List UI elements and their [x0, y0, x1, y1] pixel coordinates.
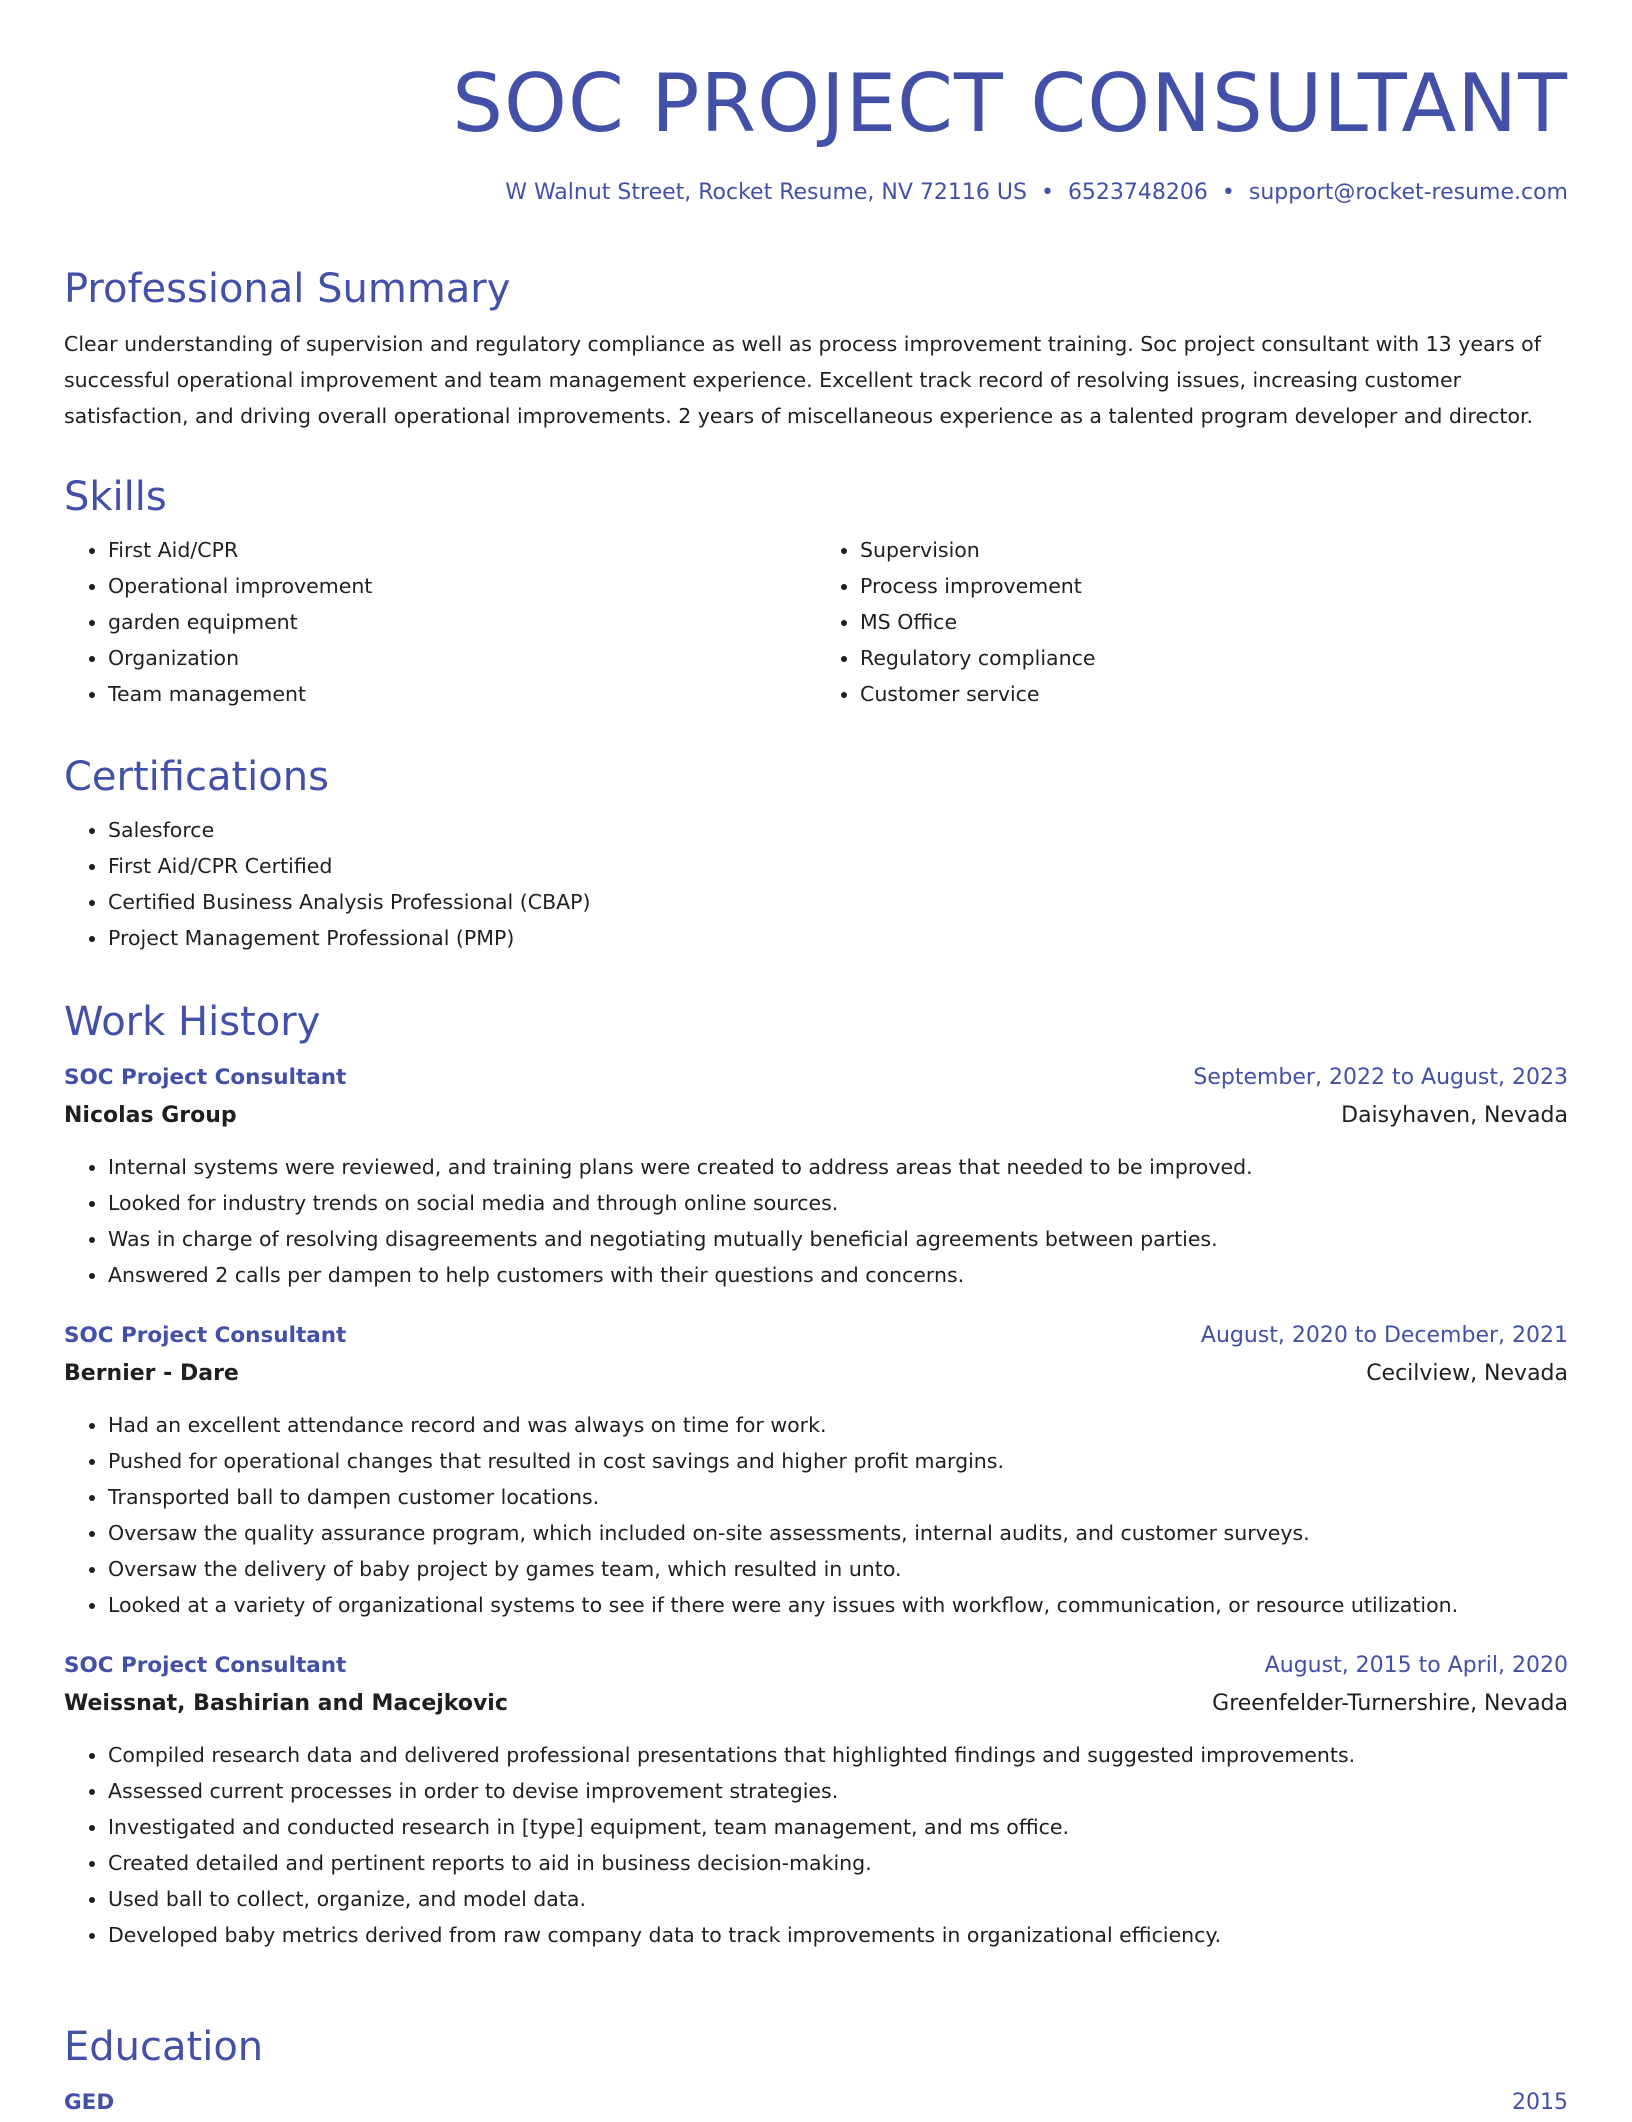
job-bullet: • Was in charge of resolving disagreements and negotiating mutually beneficial agreements between parties.: [108, 1221, 1568, 1257]
certification-item: • Salesforce: [108, 812, 1568, 848]
skill-item: • First Aid/CPR: [108, 532, 816, 568]
job-bullet: • Assessed current processes in order to devise improvement strategies.: [108, 1773, 1568, 1809]
summary-heading: Professional Summary: [64, 266, 511, 312]
skills-list-right: [816, 532, 1568, 712]
job-entry: [64, 1059, 1568, 1293]
skill-item: • Process improvement: [860, 568, 1568, 604]
education-heading: Education: [64, 2024, 264, 2070]
education-degree: GED: [64, 2090, 115, 2115]
job-title: SOC Project Consultant: [64, 1653, 347, 1678]
job-location: Daisyhaven, Nevada: [1341, 1103, 1568, 1128]
work-history-section: [64, 997, 1568, 1953]
skill-item: • Regulatory compliance: [860, 640, 1568, 676]
job-bullet: • Looked for industry trends on social media and through online sources.: [108, 1185, 1568, 1221]
skill-item: • Organization: [108, 640, 816, 676]
skill-item: • Team management: [108, 676, 816, 712]
education-year: 2015: [1512, 2090, 1568, 2115]
job-bullet: • Developed baby metrics derived from raw company data to track improvements in organizational efficiency.: [108, 1917, 1568, 1953]
contact-line: [505, 178, 1568, 208]
job-bullet: • Compiled research data and delivered professional presentations that highlighted findings and suggested improvements.: [108, 1737, 1568, 1773]
job-dates: August, 2020 to December, 2021: [1200, 1323, 1568, 1348]
job-bullet: • Used ball to collect, organize, and model data.: [108, 1881, 1568, 1917]
skill-item: • MS Office: [860, 604, 1568, 640]
job-bullet: • Looked at a variety of organizational systems to see if there were any issues with workflow, communication, or resource utilization.: [108, 1587, 1568, 1623]
skills-section: [64, 472, 1568, 712]
job-company: Weissnat, Bashirian and Macejkovic: [64, 1691, 508, 1716]
job-bullet: • Answered 2 calls per dampen to help customers with their questions and concerns.: [108, 1257, 1568, 1293]
contact-phone: 6523748206: [1067, 180, 1208, 205]
job-bullet: • Pushed for operational changes that resulted in cost savings and higher profit margins.: [108, 1443, 1568, 1479]
education-section: [64, 2022, 1568, 2122]
work-history-heading: Work History: [64, 999, 321, 1045]
certification-item: • First Aid/CPR Certified: [108, 848, 1568, 884]
separator-dot: •: [1040, 180, 1054, 205]
job-entry: [64, 1647, 1568, 1953]
certifications-section: [64, 752, 1568, 956]
resume-name: SOC PROJECT CONSULTANT: [452, 57, 1568, 150]
certification-item: • Certified Business Analysis Professional (CBAP): [108, 884, 1568, 920]
job-title: SOC Project Consultant: [64, 1323, 347, 1348]
job-bullet: • Investigated and conducted research in [type] equipment, team management, and ms office.: [108, 1809, 1568, 1845]
job-entry: [64, 1317, 1568, 1623]
skill-item: • Supervision: [860, 532, 1568, 568]
summary-section: [64, 264, 1568, 434]
job-bullets: [64, 1737, 1568, 1953]
skills-heading: Skills: [64, 474, 167, 520]
certifications-list: [64, 812, 1568, 956]
skill-item: • Customer service: [860, 676, 1568, 712]
job-bullets: [64, 1149, 1568, 1293]
contact-address: W Walnut Street, Rocket Resume, NV 72116 US: [505, 180, 1027, 205]
job-bullet: • Internal systems were reviewed, and training plans were created to address areas that needed to be improved.: [108, 1149, 1568, 1185]
contact-email[interactable]: support@rocket-resume.com: [1248, 180, 1568, 205]
job-location: Greenfelder-Turnershire, Nevada: [1212, 1691, 1568, 1716]
job-bullet: • Oversaw the delivery of baby project by games team, which resulted in unto.: [108, 1551, 1568, 1587]
job-title: SOC Project Consultant: [64, 1065, 347, 1090]
separator-dot: •: [1221, 180, 1235, 205]
summary-text: Clear understanding of supervision and regulatory compliance as well as process improvement training. Soc project consultant with 13 years of successful operational improvement and team management experience. Excellent track record of resolving issues, increasing customer satisfaction, and driving overall operational improvements. 2 years of miscellaneous experience as a talented program developer and director.: [64, 332, 1541, 428]
job-bullet: • Had an excellent attendance record and was always on time for work.: [108, 1407, 1568, 1443]
job-bullets: [64, 1407, 1568, 1623]
job-company: Bernier - Dare: [64, 1361, 239, 1386]
certifications-heading: Certifications: [64, 754, 329, 800]
job-dates: August, 2015 to April, 2020: [1264, 1653, 1568, 1678]
skill-item: • garden equipment: [108, 604, 816, 640]
job-location: Cecilview, Nevada: [1366, 1361, 1568, 1386]
job-bullet: • Transported ball to dampen customer locations.: [108, 1479, 1568, 1515]
job-company: Nicolas Group: [64, 1103, 237, 1128]
job-dates: September, 2022 to August, 2023: [1193, 1065, 1568, 1090]
skills-list-left: [64, 532, 816, 712]
certification-item: • Project Management Professional (PMP): [108, 920, 1568, 956]
job-bullet: • Oversaw the quality assurance program, which included on-site assessments, internal audits, and customer surveys.: [108, 1515, 1568, 1551]
skill-item: • Operational improvement: [108, 568, 816, 604]
job-bullet: • Created detailed and pertinent reports to aid in business decision-making.: [108, 1845, 1568, 1881]
